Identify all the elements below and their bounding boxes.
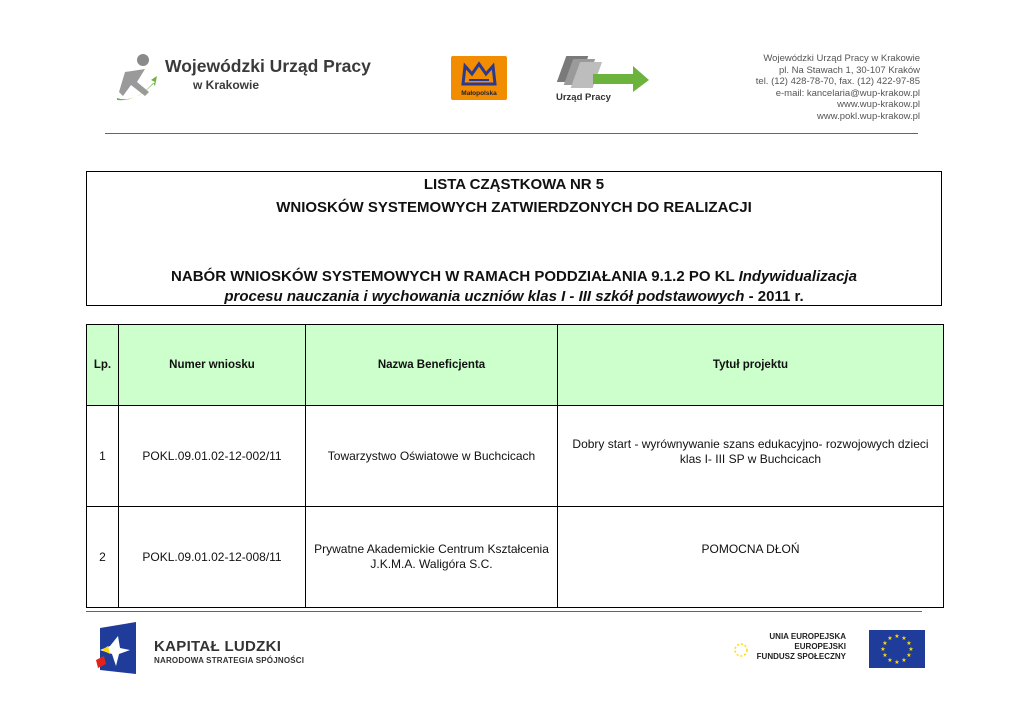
star-ring-icon — [733, 642, 749, 658]
column-header-lp: Lp. — [87, 325, 119, 406]
cell-text: POKL.09.01.02-12-002/11 — [142, 448, 282, 463]
contact-line: Wojewódzki Urząd Pracy w Krakowie — [763, 53, 920, 64]
column-header-numer: Numer wniosku — [119, 325, 306, 406]
eu-flag-icon — [869, 630, 925, 668]
column-header-beneficjent: Nazwa Beneficjenta — [306, 325, 558, 406]
page-header — [0, 0, 1024, 134]
kapital-ludzki-emblem-icon — [92, 620, 148, 678]
wup-logo — [115, 52, 415, 104]
svg-text:★: ★ — [901, 657, 907, 664]
eu-logo — [733, 630, 928, 670]
cell-text: Dobry start - wyrównywanie szans edukacyjno- rozwojowych dzieci klas I- III SP w Buchcicach — [572, 437, 929, 466]
cell-tytul — [558, 406, 944, 507]
contact-line: tel. (12) 428-78-70, fax. (12) 422-97-85 — [755, 76, 920, 87]
svg-text:★: ★ — [882, 640, 888, 647]
eu-stars-icon — [869, 630, 925, 668]
contact-website[interactable]: www.pokl.wup-krakow.pl — [817, 110, 920, 122]
table-header-row — [87, 325, 944, 406]
cell-text: POMOCNA DŁOŃ — [701, 541, 800, 556]
svg-text:★: ★ — [887, 635, 893, 642]
footer-divider — [86, 611, 922, 612]
svg-text:★: ★ — [894, 659, 900, 666]
running-figure-icon — [115, 52, 157, 104]
org-city: w Krakowie — [193, 78, 260, 92]
cell-tytul — [558, 507, 944, 608]
cell-text: 2 — [99, 549, 106, 564]
cell-text: 1 — [99, 448, 106, 463]
malopolska-label: Małopolska — [461, 90, 497, 97]
eu-line: UNIA EUROPEJSKA — [769, 632, 846, 641]
call-title-year: - 2011 r. — [744, 288, 804, 305]
svg-text:★: ★ — [880, 646, 886, 653]
svg-text:★: ★ — [908, 646, 914, 653]
svg-text:★: ★ — [901, 635, 907, 642]
column-header-tytul: Tytuł projektu — [558, 325, 944, 406]
cards-arrow-icon — [553, 54, 653, 94]
call-title-italic: procesu nauczania i wychowania uczniów klas I - III szkół podstawowych — [224, 288, 745, 305]
kapital-ludzki-logo — [92, 620, 322, 678]
malopolska-logo — [451, 56, 507, 100]
kapital-ludzki-title: KAPITAŁ LUDZKI — [154, 638, 282, 655]
svg-text:★: ★ — [882, 652, 888, 659]
crown-icon — [459, 60, 499, 88]
cell-beneficjent — [306, 507, 558, 608]
org-name: Wojewódzki Urząd Pracy — [165, 56, 371, 76]
list-title: LISTA CZĄSTKOWA NR 5 — [423, 176, 605, 193]
contact-line: pl. Na Stawach 1, 30-107 Kraków — [779, 64, 920, 76]
contact-email[interactable]: e-mail: kancelaria@wup-krakow.pl — [775, 87, 920, 99]
contact-block — [756, 53, 920, 122]
svg-text:★: ★ — [894, 633, 900, 640]
title-box — [86, 171, 942, 306]
cell-lp — [87, 406, 119, 507]
table-row — [87, 406, 944, 507]
cell-lp — [87, 507, 119, 608]
svg-text:★: ★ — [906, 652, 912, 659]
list-subtitle: WNIOSKÓW SYSTEMOWYCH ZATWIERDZONYCH DO REALIZACJI — [276, 199, 752, 216]
svg-text:★: ★ — [906, 640, 912, 647]
cell-numer — [119, 507, 306, 608]
call-title-continued — [87, 288, 941, 305]
call-title-italic: Indywidualizacja — [738, 268, 857, 285]
cell-numer — [119, 406, 306, 507]
contact-website[interactable]: www.wup-krakow.pl — [837, 99, 920, 110]
svg-text:★: ★ — [887, 657, 893, 664]
eu-line: EUROPEJSKI — [794, 642, 846, 651]
table-row — [87, 507, 944, 608]
cell-text: Prywatne Akademickie Centrum Kształcenia J.K.M.A. Waligóra S.C. — [314, 542, 549, 571]
cell-beneficjent — [306, 406, 558, 507]
cell-text: POKL.09.01.02-12-008/11 — [142, 549, 282, 564]
urzad-pracy-logo — [553, 54, 653, 106]
applications-table — [86, 324, 944, 608]
kapital-ludzki-subtitle: NARODOWA STRATEGIA SPÓJNOŚCI — [154, 656, 305, 665]
call-title-text: NABÓR WNIOSKÓW SYSTEMOWYCH W RAMACH PODDZIAŁANIA 9.1.2 PO KL — [171, 268, 739, 285]
cell-text: Towarzystwo Oświatowe w Buchcicach — [327, 448, 536, 463]
header-divider — [105, 133, 918, 134]
eu-text — [757, 632, 846, 662]
call-title — [87, 268, 941, 285]
urzad-pracy-label: Urząd Pracy — [556, 92, 611, 103]
eu-line: FUNDUSZ SPOŁECZNY — [756, 652, 846, 661]
